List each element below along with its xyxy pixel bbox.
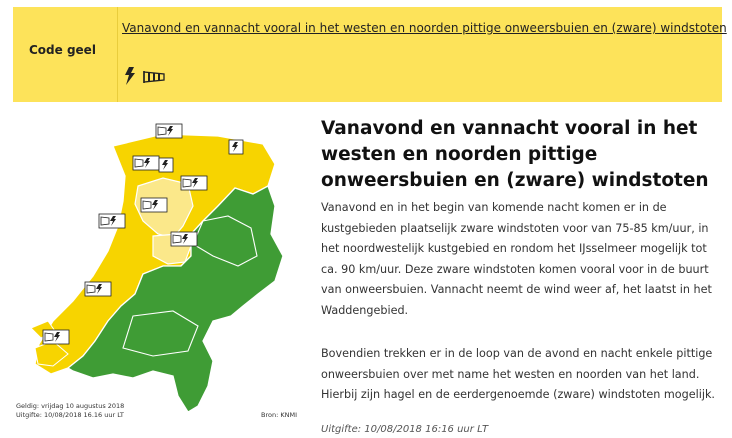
- netherlands-map: [13, 116, 308, 421]
- warning-headline-link[interactable]: Vanavond en vannacht vooral in het westen en noorden pittige onweersbuien en (zware) windstoten: [122, 21, 727, 35]
- warning-map: [13, 116, 308, 421]
- wind-gust-icon: [143, 69, 167, 88]
- map-valid-text: Geldig: vrijdag 10 augustus 2018: [16, 402, 125, 410]
- warning-banner: [13, 7, 727, 102]
- map-source-text: Bron: KNMI: [261, 411, 297, 419]
- article-issued-text: Uitgifte: 10/08/2018 16:16 uur LT: [321, 424, 489, 435]
- banner-icon-row: [123, 67, 167, 89]
- code-level-label: Code geel: [29, 43, 96, 57]
- map-issued-text: Uitgifte: 10/08/2018 16.16 uur LT: [16, 411, 124, 419]
- article-paragraph-2: Bovendien trekken er in de loop van de avond en nacht enkele pittige onweersbuien over met name het westen en noorden van het land. Hierbij zijn hagel en de eerdergenoemde (zware) windstoten mogelijk.: [321, 347, 715, 401]
- article-title: Vanavond en vannacht vooral in het westen en noorden pittige onweersbuien en (zware) windstoten: [321, 118, 709, 191]
- code-level-cell: [13, 7, 118, 102]
- lightning-icon: [123, 67, 137, 89]
- article-paragraph-1: Vanavond en in het begin van komende nacht komen er in de kustgebieden plaatselijk zware windstoten voor van 75-85 km/uur, in het noordwestelijk kustgebied en rondom het IJsselmeer mogelijk tot ca. 90 km/uur. Deze zware windstoten komen vooral voor in de buurt van onweersbuien. Vannacht neemt de wind weer af, het laatst in het Waddengebied.: [321, 201, 712, 317]
